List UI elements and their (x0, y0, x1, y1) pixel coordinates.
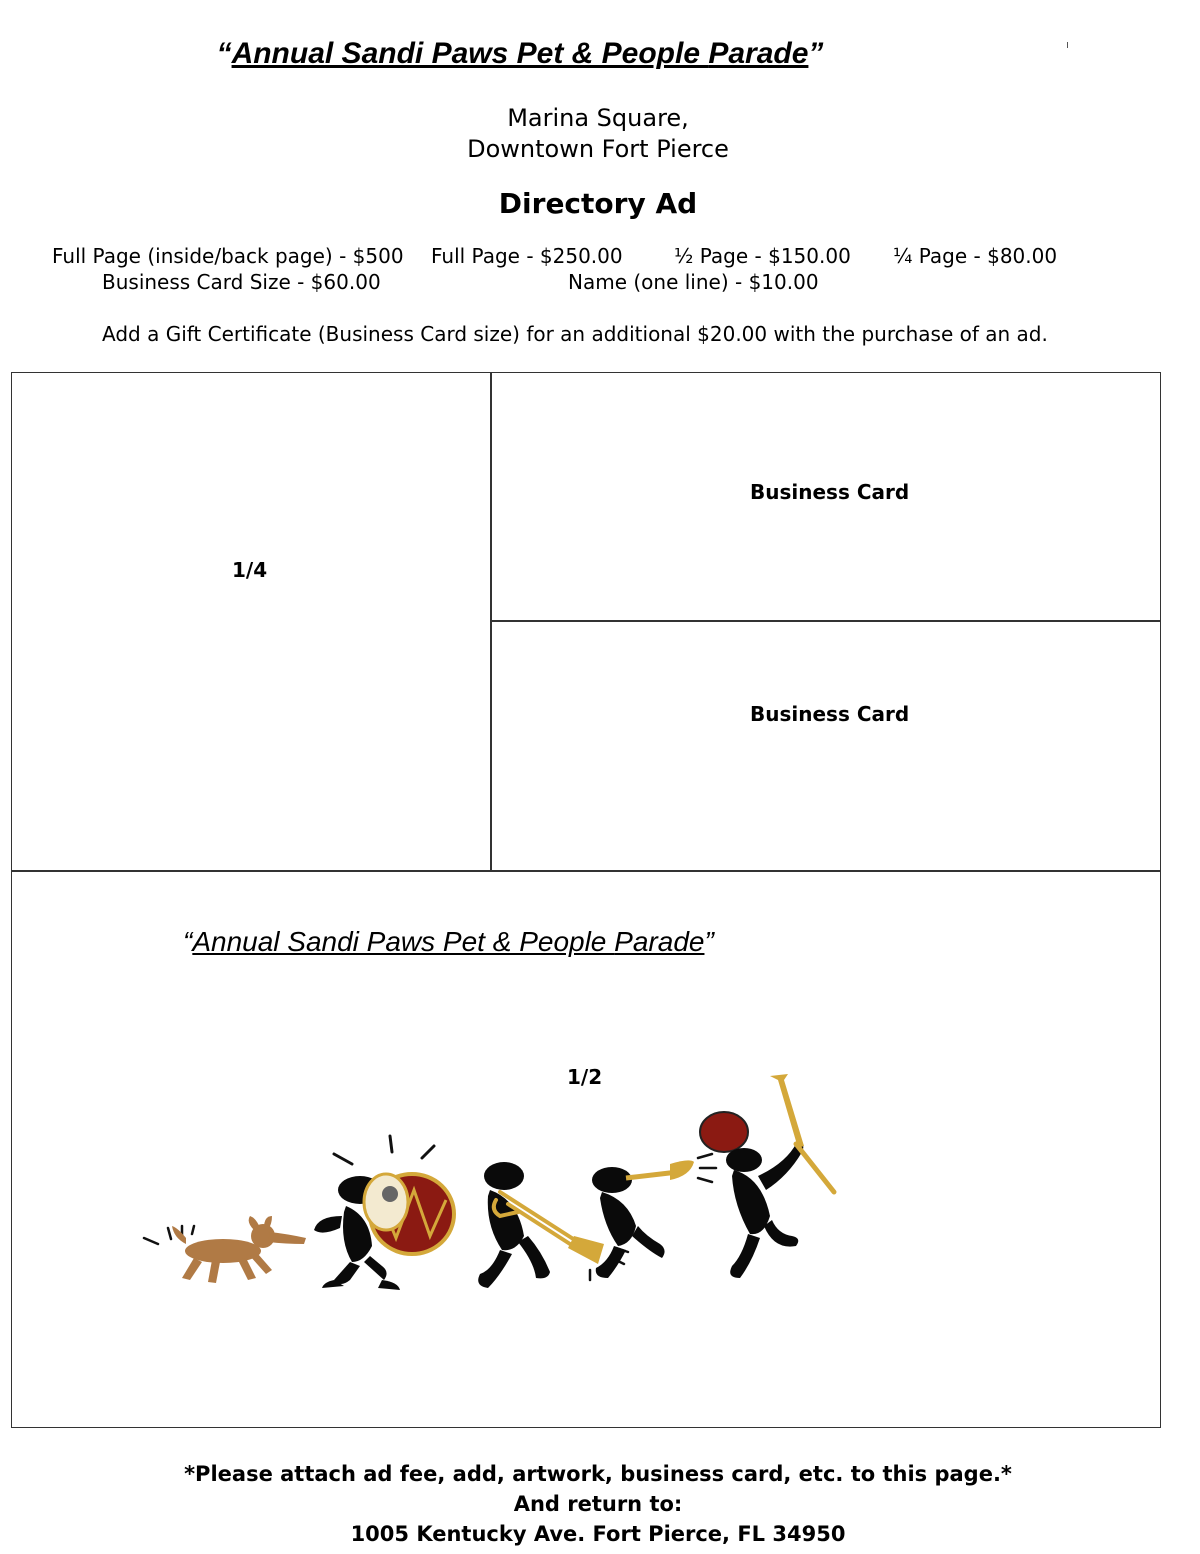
half-title-parade: Parade (614, 926, 705, 957)
horn-player-icon (700, 1074, 834, 1278)
quarter-page-label: 1/4 (232, 558, 268, 582)
price-business-card: Business Card Size - $60.00 (102, 270, 381, 294)
parade-illustration (138, 1066, 848, 1306)
footer-return-to: And return to: (513, 1492, 683, 1516)
footer-instructions: *Please attach ad fee, add, artwork, business card, etc. to this page.* (184, 1462, 1012, 1486)
half-title-close-quote: ” (704, 926, 714, 957)
price-name-line: Name (one line) - $10.00 (568, 270, 819, 294)
business-card-label-2: Business Card (750, 702, 910, 726)
divider-business-cards (490, 620, 1161, 622)
title-main: Annual Sandi Paws Pet & People (231, 37, 709, 70)
title-close-quote: ” (808, 37, 824, 70)
half-title-main: Annual Sandi Paws Pet & People (192, 926, 615, 957)
price-full-page-inside-back: Full Page (inside/back page) - $500 (52, 244, 404, 268)
trumpet-player-icon (592, 1154, 716, 1278)
half-title-open-quote: “ (183, 926, 193, 957)
page-title (0, 34, 1040, 74)
divider-vertical (490, 372, 492, 871)
footer-address: 1005 Kentucky Ave. Fort Pierce, FL 34950 (350, 1522, 846, 1546)
stray-mark (1067, 42, 1068, 48)
dog-icon (172, 1216, 306, 1283)
half-page-title (183, 924, 714, 960)
divider-half-page (11, 870, 1161, 872)
business-card-label-1: Business Card (750, 480, 910, 504)
motion-marks-icon (144, 1226, 194, 1244)
location-line-1: Marina Square, (507, 104, 689, 132)
half-page-label: 1/2 (567, 1065, 603, 1089)
title-open-quote: “ (216, 37, 232, 70)
gift-certificate-note: Add a Gift Certificate (Business Card size) for an additional $20.00 with the purchase of an ad. (102, 322, 1048, 346)
price-half-page: ½ Page - $150.00 (674, 244, 851, 268)
price-full-page: Full Page - $250.00 (431, 244, 623, 268)
price-quarter-page: ¼ Page - $80.00 (893, 244, 1058, 268)
location-line-2: Downtown Fort Pierce (467, 135, 729, 163)
directory-ad-heading: Directory Ad (498, 187, 698, 220)
drum-icon (364, 1174, 454, 1254)
title-parade: Parade (708, 37, 809, 70)
drummer-icon (314, 1136, 454, 1290)
